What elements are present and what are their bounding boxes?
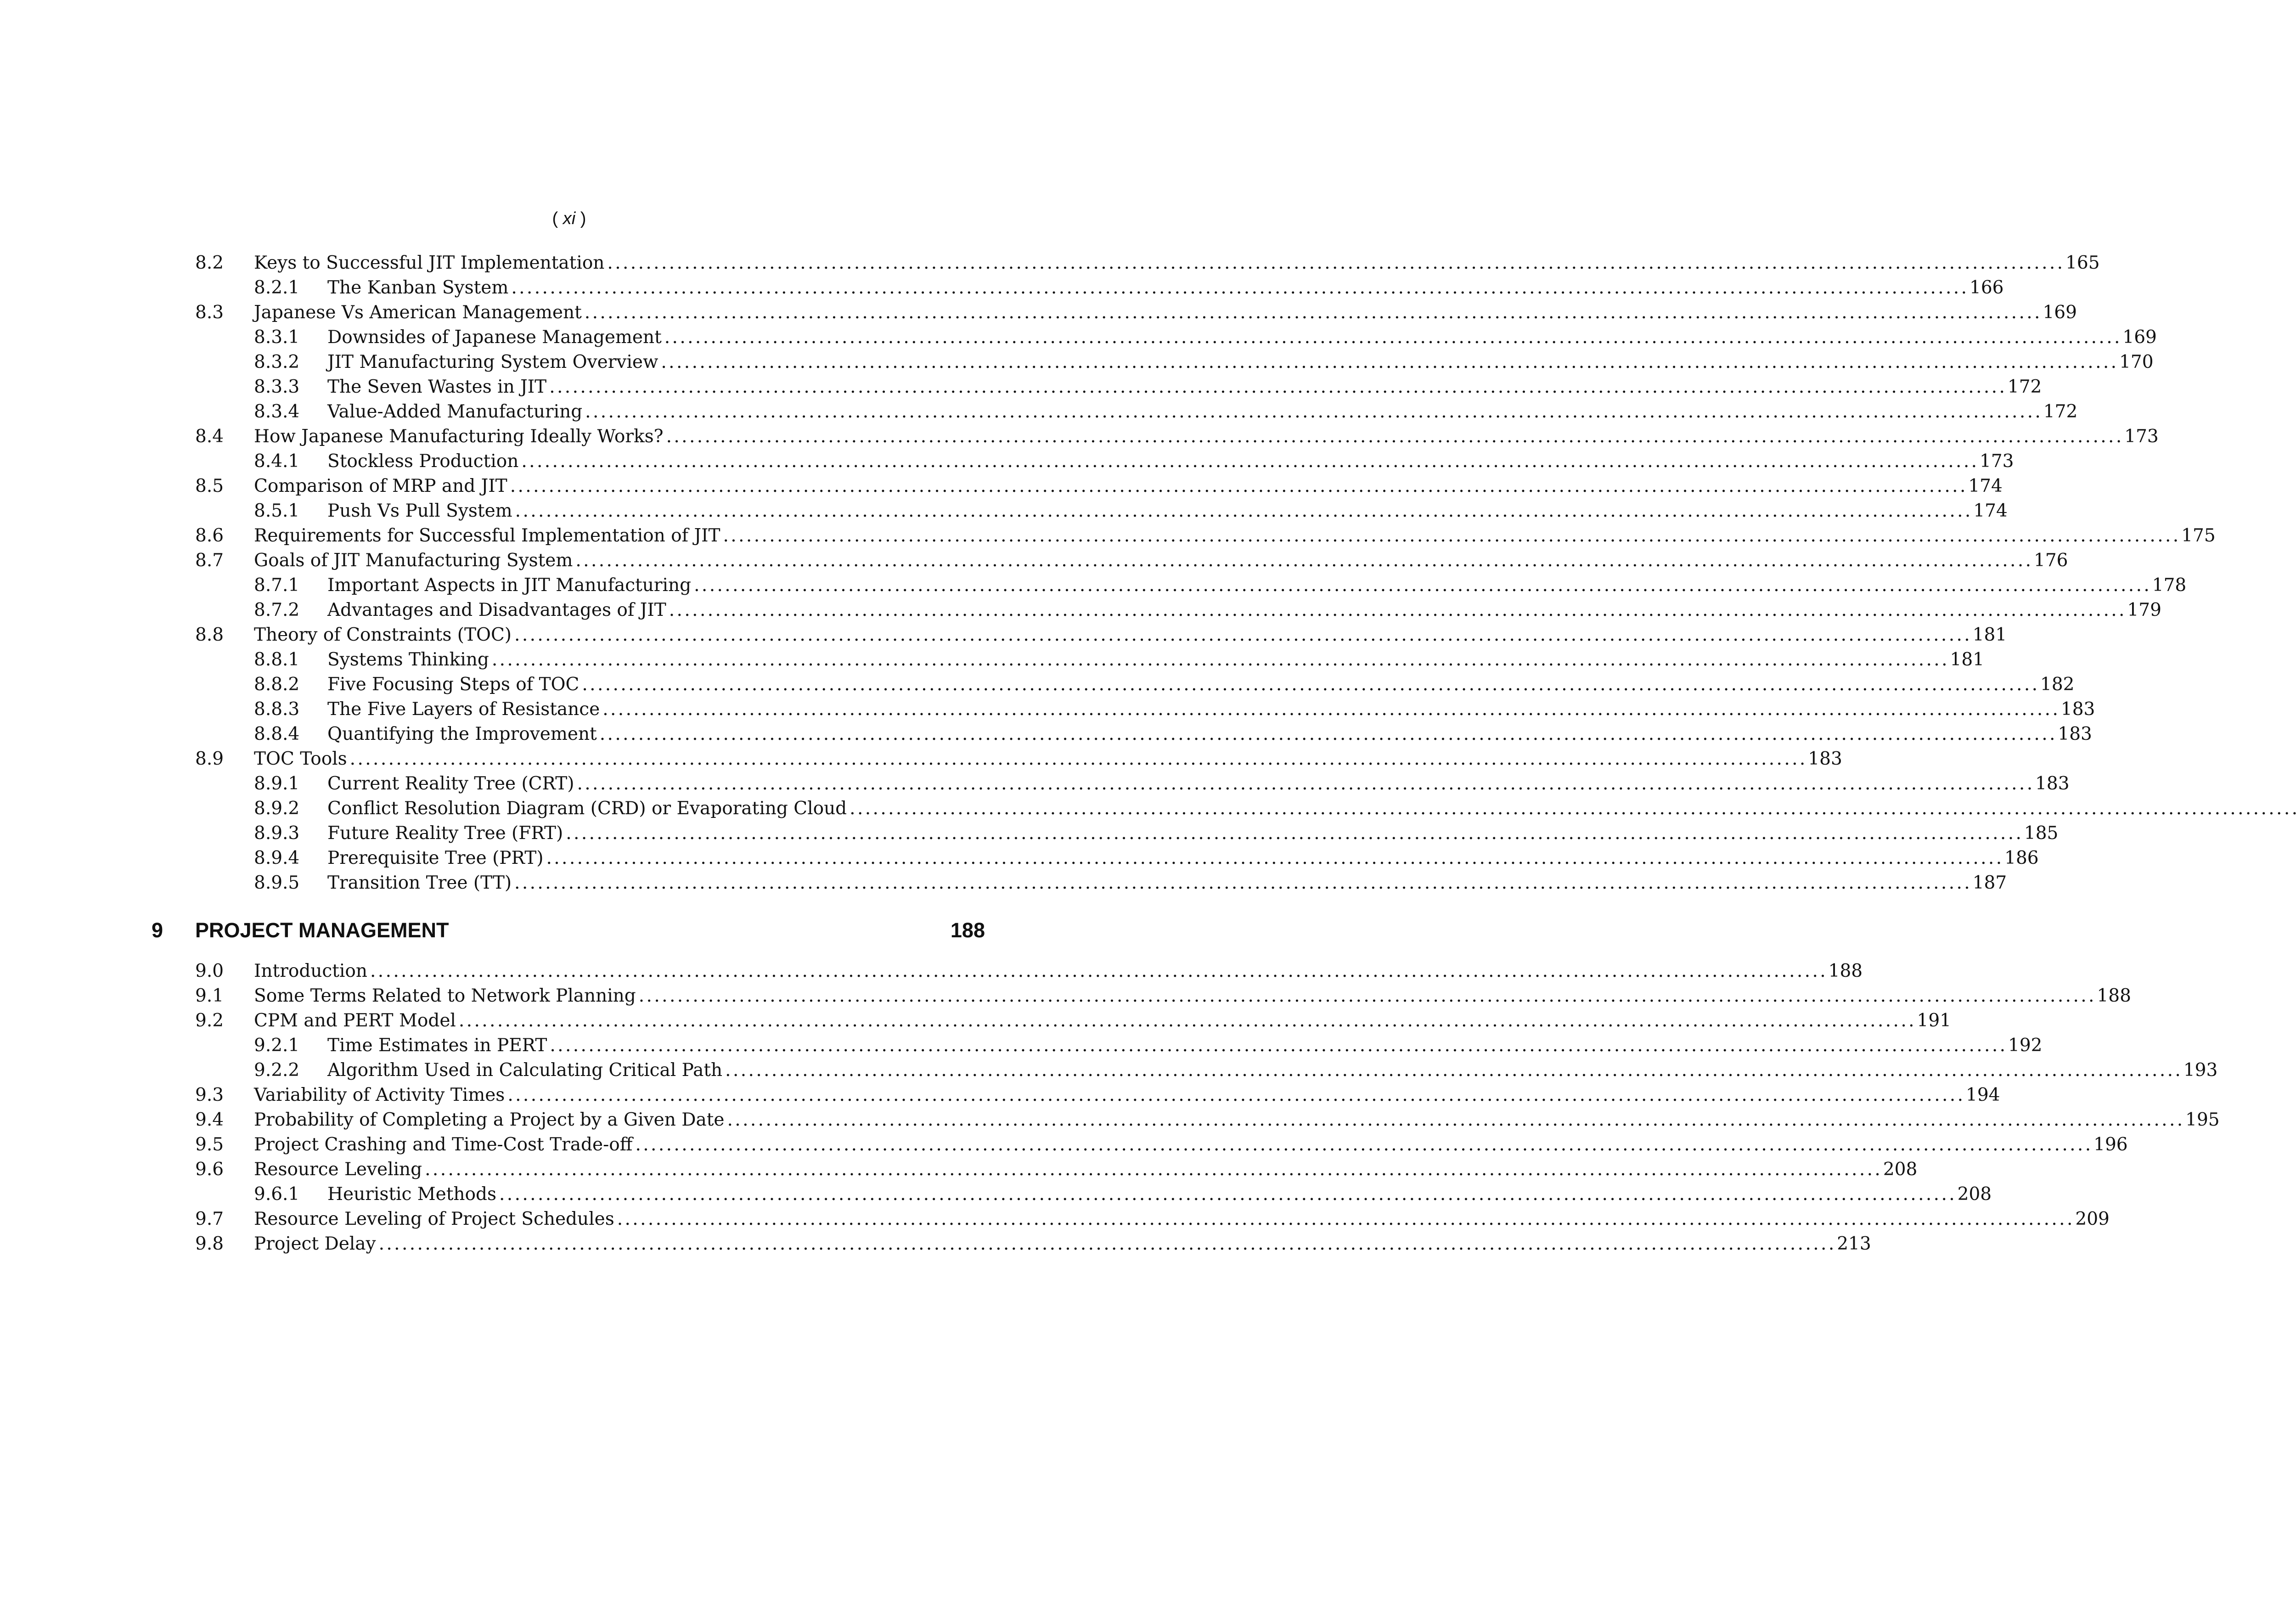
toc-entry-title: Stockless Production (327, 451, 519, 472)
toc-entry-number: 8.3.3 (254, 377, 300, 397)
toc-entry[interactable] (195, 1157, 1918, 1182)
toc-entry-page: 179 (2127, 600, 2161, 620)
dot-leader (607, 251, 2061, 276)
toc-entry[interactable] (195, 672, 2075, 697)
toc-entry-page: 183 (2058, 724, 2092, 744)
toc-entry-line (327, 846, 2039, 871)
toc-entry-page: 187 (1972, 873, 2007, 893)
toc-entry-line (327, 499, 2008, 524)
dot-leader (617, 1207, 2071, 1232)
toc-entry-title: Systems Thinking (327, 649, 489, 670)
toc-entry[interactable] (195, 1132, 2128, 1157)
toc-entry-line (327, 722, 2092, 747)
toc-entry-line (327, 449, 2014, 474)
toc-entry-page: 188 (2097, 986, 2131, 1006)
toc-entry[interactable] (195, 375, 2042, 400)
toc-entry-title: Conflict Resolution Diagram (CRD) or Evaporating Cloud (327, 798, 847, 819)
toc-entry-page: 173 (1980, 451, 2014, 472)
toc-entry[interactable] (195, 1058, 2218, 1083)
toc-entry-line (327, 1182, 1992, 1207)
toc-entry[interactable] (195, 1232, 1871, 1256)
toc-entry-page: 209 (2075, 1209, 2110, 1229)
dot-leader (370, 959, 1824, 984)
toc-entry-line (327, 375, 2042, 400)
toc-entry[interactable] (195, 524, 2216, 548)
toc-entry[interactable] (195, 300, 2077, 325)
toc-entry-title: Push Vs Pull System (327, 501, 512, 521)
toc-entry[interactable] (195, 1033, 2043, 1058)
toc-entry[interactable] (195, 623, 2007, 648)
toc-entry-line (327, 821, 2059, 846)
toc-entry-page: 174 (1973, 501, 2008, 521)
toc-entry[interactable] (195, 959, 1863, 984)
toc-entry-title: Theory of Constraints (TOC) (254, 625, 512, 645)
toc-entry[interactable] (195, 846, 2039, 871)
toc-entry-number: 8.7.2 (254, 600, 300, 620)
toc-entry-page: 170 (2119, 352, 2154, 372)
toc-entry-number: 8.6 (195, 525, 224, 546)
toc-entry-title: Important Aspects in JIT Manufacturing (327, 575, 692, 596)
toc-entry-number: 8.8.4 (254, 724, 300, 744)
toc-entry-number: 9.2.2 (254, 1060, 300, 1081)
toc-entry-title: Advantages and Disadvantages of JIT (327, 600, 666, 620)
toc-entry-number: 8.3.2 (254, 352, 300, 372)
toc-entry-title: Requirements for Successful Implementation of JIT (254, 525, 720, 546)
toc-entry-line (327, 648, 1984, 672)
toc-entry-title: Value-Added Manufacturing (327, 401, 583, 422)
toc-entry[interactable] (195, 325, 2157, 350)
toc-entry-number: 9.3 (195, 1085, 224, 1105)
toc-entry-title: JIT Manufacturing System Overview (327, 352, 658, 372)
toc-entry[interactable] (195, 1207, 2110, 1232)
toc-entry-number: 8.8.1 (254, 649, 300, 670)
toc-entry-page: 173 (2124, 426, 2159, 447)
toc-entry-line (254, 623, 2007, 648)
toc-entry-line (254, 1008, 1951, 1033)
toc-entry-title: Resource Leveling (254, 1159, 422, 1180)
dot-leader (635, 1132, 2089, 1157)
toc-entry-line (327, 871, 2007, 896)
chapter-number: 9 (152, 918, 163, 942)
toc-entry-number: 9.7 (195, 1209, 224, 1229)
toc-entry-title: Some Terms Related to Network Planning (254, 986, 636, 1006)
toc-entry-page: 208 (1883, 1159, 1918, 1180)
toc-entry[interactable] (195, 400, 2078, 424)
toc-entry[interactable] (195, 722, 2092, 747)
toc-entry-line (327, 672, 2075, 697)
dot-leader (577, 772, 2031, 796)
toc-entry-number: 8.5 (195, 476, 224, 496)
toc-entry[interactable] (195, 1182, 1992, 1207)
toc-entry[interactable] (195, 1083, 2000, 1108)
toc-entry[interactable] (195, 598, 2161, 623)
toc-entry-title: Current Reality Tree (CRT) (327, 773, 574, 794)
dot-leader (566, 821, 2020, 846)
toc-entry-page: 193 (2183, 1060, 2218, 1081)
toc-entry-page: 169 (2122, 327, 2157, 348)
page-number (0, 208, 1138, 230)
toc-entry[interactable] (195, 474, 2003, 499)
toc-entry-line (327, 276, 2004, 300)
dot-leader (492, 648, 1946, 672)
toc-entry-line (327, 1033, 2043, 1058)
toc-entry[interactable] (195, 871, 2007, 896)
toc-chapter-9 (195, 959, 2220, 1256)
toc-entry-title: Transition Tree (TT) (327, 873, 512, 893)
toc-entry[interactable] (195, 276, 2004, 300)
toc-entry-line (254, 747, 1842, 772)
chapter-heading[interactable] (152, 916, 985, 945)
toc-entry[interactable] (195, 772, 2070, 796)
toc-entry-title: Variability of Activity Times (254, 1085, 505, 1105)
toc-entry-title: Heuristic Methods (327, 1184, 496, 1205)
toc-entry-number: 9.1 (195, 986, 224, 1006)
toc-entry-number: 8.9.2 (254, 798, 300, 819)
toc-entry-number: 8.7 (195, 550, 224, 571)
toc-entry[interactable] (195, 499, 2008, 524)
toc-entry-page: 183 (1808, 749, 1842, 769)
toc-entry-title: Quantifying the Improvement (327, 724, 597, 744)
toc-entry-title: Resource Leveling of Project Schedules (254, 1209, 614, 1229)
dot-leader (850, 796, 2296, 821)
toc-entry-number: 8.3.4 (254, 401, 300, 422)
toc-entry-title: Goals of JIT Manufacturing System (254, 550, 573, 571)
toc-entry-page: 191 (1917, 1010, 1951, 1031)
dot-leader (511, 276, 1965, 300)
page-number-value: xi (563, 209, 576, 228)
toc-entry-line (327, 598, 2161, 623)
toc-entry-number: 8.9 (195, 749, 224, 769)
toc-entry[interactable] (195, 548, 2068, 573)
toc-entry-number: 9.6.1 (254, 1184, 300, 1205)
toc-entry-page: 182 (2040, 674, 2075, 695)
toc-entry-line (254, 1207, 2110, 1232)
toc-entry-number: 8.8 (195, 625, 224, 645)
toc-entry-line (327, 350, 2154, 375)
toc-entry-number: 9.4 (195, 1110, 224, 1130)
toc-entry-line (254, 1232, 1871, 1256)
toc-entry-number: 8.9.4 (254, 848, 300, 868)
toc-entry-number: 8.9.3 (254, 823, 300, 844)
toc-entry-page: 195 (2185, 1110, 2220, 1130)
toc-entry-line (254, 524, 2216, 548)
toc-entry-line (327, 325, 2157, 350)
toc-entry-page: 165 (2065, 253, 2100, 273)
toc-entry-title: The Kanban System (327, 277, 509, 298)
toc-entry[interactable] (195, 697, 2095, 722)
toc-entry[interactable] (195, 449, 2014, 474)
dot-leader (425, 1157, 1879, 1182)
toc-entry-title: Project Delay (254, 1234, 376, 1254)
dot-leader (546, 846, 2000, 871)
toc-entry-page: 185 (2024, 823, 2059, 844)
toc-entry-number: 8.3 (195, 302, 224, 323)
chapter-title: PROJECT MANAGEMENT (195, 918, 449, 942)
dot-leader (669, 598, 2123, 623)
toc-entry[interactable] (195, 747, 1842, 772)
dot-leader (582, 672, 2036, 697)
toc-entry-line (254, 1083, 2000, 1108)
toc-entry-number: 8.4 (195, 426, 224, 447)
toc-entry-page: 169 (2043, 302, 2077, 323)
dot-leader (664, 325, 2118, 350)
toc-entry-page: 166 (1970, 277, 2004, 298)
page-number-open: ( (552, 209, 563, 228)
toc-entry[interactable] (195, 424, 2159, 449)
toc-entry-line (254, 1157, 1918, 1182)
toc-entry-page: 175 (2181, 525, 2216, 546)
dot-leader (666, 424, 2120, 449)
toc-entry-title: Five Focusing Steps of TOC (327, 674, 580, 695)
toc-entry-title: The Five Layers of Resistance (327, 699, 600, 720)
toc-entry-number: 9.2.1 (254, 1035, 300, 1056)
toc-entry-title: The Seven Wastes in JIT (327, 377, 547, 397)
toc-entry-title: Algorithm Used in Calculating Critical Path (327, 1060, 723, 1081)
toc-entry-number: 9.8 (195, 1234, 224, 1254)
toc-entry-page: 194 (1966, 1085, 2000, 1105)
toc-entry-number: 8.2.1 (254, 277, 300, 298)
toc-entry-title: TOC Tools (254, 749, 347, 769)
toc-entry-page: 186 (2004, 848, 2039, 868)
toc-entry-title: Project Crashing and Time-Cost Trade-off (254, 1134, 633, 1155)
dot-leader (549, 375, 2003, 400)
toc-entry-line (327, 400, 2078, 424)
dot-leader (725, 1058, 2179, 1083)
toc-entry[interactable] (195, 648, 1984, 672)
toc-entry-page: 178 (2152, 575, 2187, 596)
dot-leader (379, 1232, 1833, 1256)
toc-entry-page: 192 (2008, 1035, 2043, 1056)
toc-entry-number: 8.9.1 (254, 773, 300, 794)
toc-entry-line (327, 573, 2187, 598)
toc-entry[interactable] (195, 573, 2187, 598)
toc-entry-page: 188 (1828, 961, 1863, 981)
dot-leader (521, 449, 1975, 474)
toc-entry-title: Keys to Successful JIT Implementation (254, 253, 605, 273)
toc-entry-line (254, 300, 2077, 325)
toc-chapter-8-continued (195, 251, 2216, 896)
toc-entry-line (254, 251, 2100, 276)
dot-leader (350, 747, 1804, 772)
toc-entry-page: 208 (1957, 1184, 1992, 1205)
dot-leader (459, 1008, 1913, 1033)
dot-leader (661, 350, 2115, 375)
toc-entry-number: 8.7.1 (254, 575, 300, 596)
toc-entry-page: 172 (2043, 401, 2078, 422)
toc-entry-title: Future Reality Tree (FRT) (327, 823, 563, 844)
toc-entry-number: 8.8.3 (254, 699, 300, 720)
toc-entry-line (327, 1058, 2218, 1083)
toc-entry-page: 196 (2093, 1134, 2128, 1155)
toc-entry-title: Time Estimates in PERT (327, 1035, 547, 1056)
toc-entry-page: 183 (2035, 773, 2070, 794)
toc-entry-page: 172 (2007, 377, 2042, 397)
dot-leader (585, 400, 2039, 424)
dot-leader (585, 300, 2038, 325)
toc-entry-line (327, 796, 985, 821)
toc-entry-number: 8.8.2 (254, 674, 300, 695)
toc-entry[interactable] (195, 796, 985, 821)
toc-entry-line (254, 1132, 2128, 1157)
dot-leader (639, 984, 2093, 1008)
toc-entry[interactable] (195, 1008, 1951, 1033)
dot-leader (507, 1083, 1961, 1108)
toc-entry-line (254, 424, 2159, 449)
chapter-page-number: 188 (950, 918, 985, 942)
toc-entry-line (327, 772, 2070, 796)
dot-leader (514, 871, 1968, 896)
toc-entry[interactable] (195, 251, 2100, 276)
toc-entry-number: 8.5.1 (254, 501, 300, 521)
toc-entry-number: 8.2 (195, 253, 224, 273)
toc-entry-number: 9.6 (195, 1159, 224, 1180)
toc-entry-page: 176 (2034, 550, 2068, 571)
dot-leader (499, 1182, 1953, 1207)
toc-entry-title: CPM and PERT Model (254, 1010, 456, 1031)
toc-entry-page: 174 (1968, 476, 2003, 496)
toc-entry-number: 8.9.5 (254, 873, 300, 893)
toc-entry-line (254, 1108, 2220, 1132)
toc-entry-title: Comparison of MRP and JIT (254, 476, 507, 496)
toc-entry-line (327, 697, 2095, 722)
toc-entry-line (254, 984, 2131, 1008)
dot-leader (602, 697, 2056, 722)
toc-entry-number: 9.2 (195, 1010, 224, 1031)
dot-leader (723, 524, 2177, 548)
toc-entry-title: Probability of Completing a Project by a Given Date (254, 1110, 725, 1130)
page-number-close: ) (575, 209, 586, 228)
toc-entry-page: 213 (1837, 1234, 1871, 1254)
dot-leader (600, 722, 2054, 747)
toc-entry[interactable] (195, 1108, 2220, 1132)
toc-entry-title: Downsides of Japanese Management (327, 327, 662, 348)
toc-entry-title: Introduction (254, 961, 367, 981)
dot-leader (727, 1108, 2181, 1132)
toc-entry-page: 181 (1972, 625, 2007, 645)
dot-leader (694, 573, 2148, 598)
toc-entry[interactable] (195, 821, 2059, 846)
dot-leader (550, 1033, 2003, 1058)
dot-leader (575, 548, 2029, 573)
dot-leader (515, 499, 1969, 524)
toc-entry-line (254, 959, 1863, 984)
dot-leader (514, 623, 1968, 648)
toc-entry[interactable] (195, 984, 2131, 1008)
toc-entry-line (254, 548, 2068, 573)
toc-entry-line (254, 474, 2003, 499)
toc-entry-number: 9.0 (195, 961, 224, 981)
toc-entry-title: How Japanese Manufacturing Ideally Works? (254, 426, 664, 447)
toc-entry-number: 9.5 (195, 1134, 224, 1155)
toc-entry-number: 8.3.1 (254, 327, 300, 348)
dot-leader (510, 474, 1964, 499)
toc-entry[interactable] (195, 350, 2154, 375)
toc-entry-title: Japanese Vs American Management (254, 302, 582, 323)
toc-entry-number: 8.4.1 (254, 451, 300, 472)
toc-entry-page: 183 (2060, 699, 2095, 720)
toc-entry-title: Prerequisite Tree (PRT) (327, 848, 544, 868)
toc-entry-page: 181 (1950, 649, 1984, 670)
